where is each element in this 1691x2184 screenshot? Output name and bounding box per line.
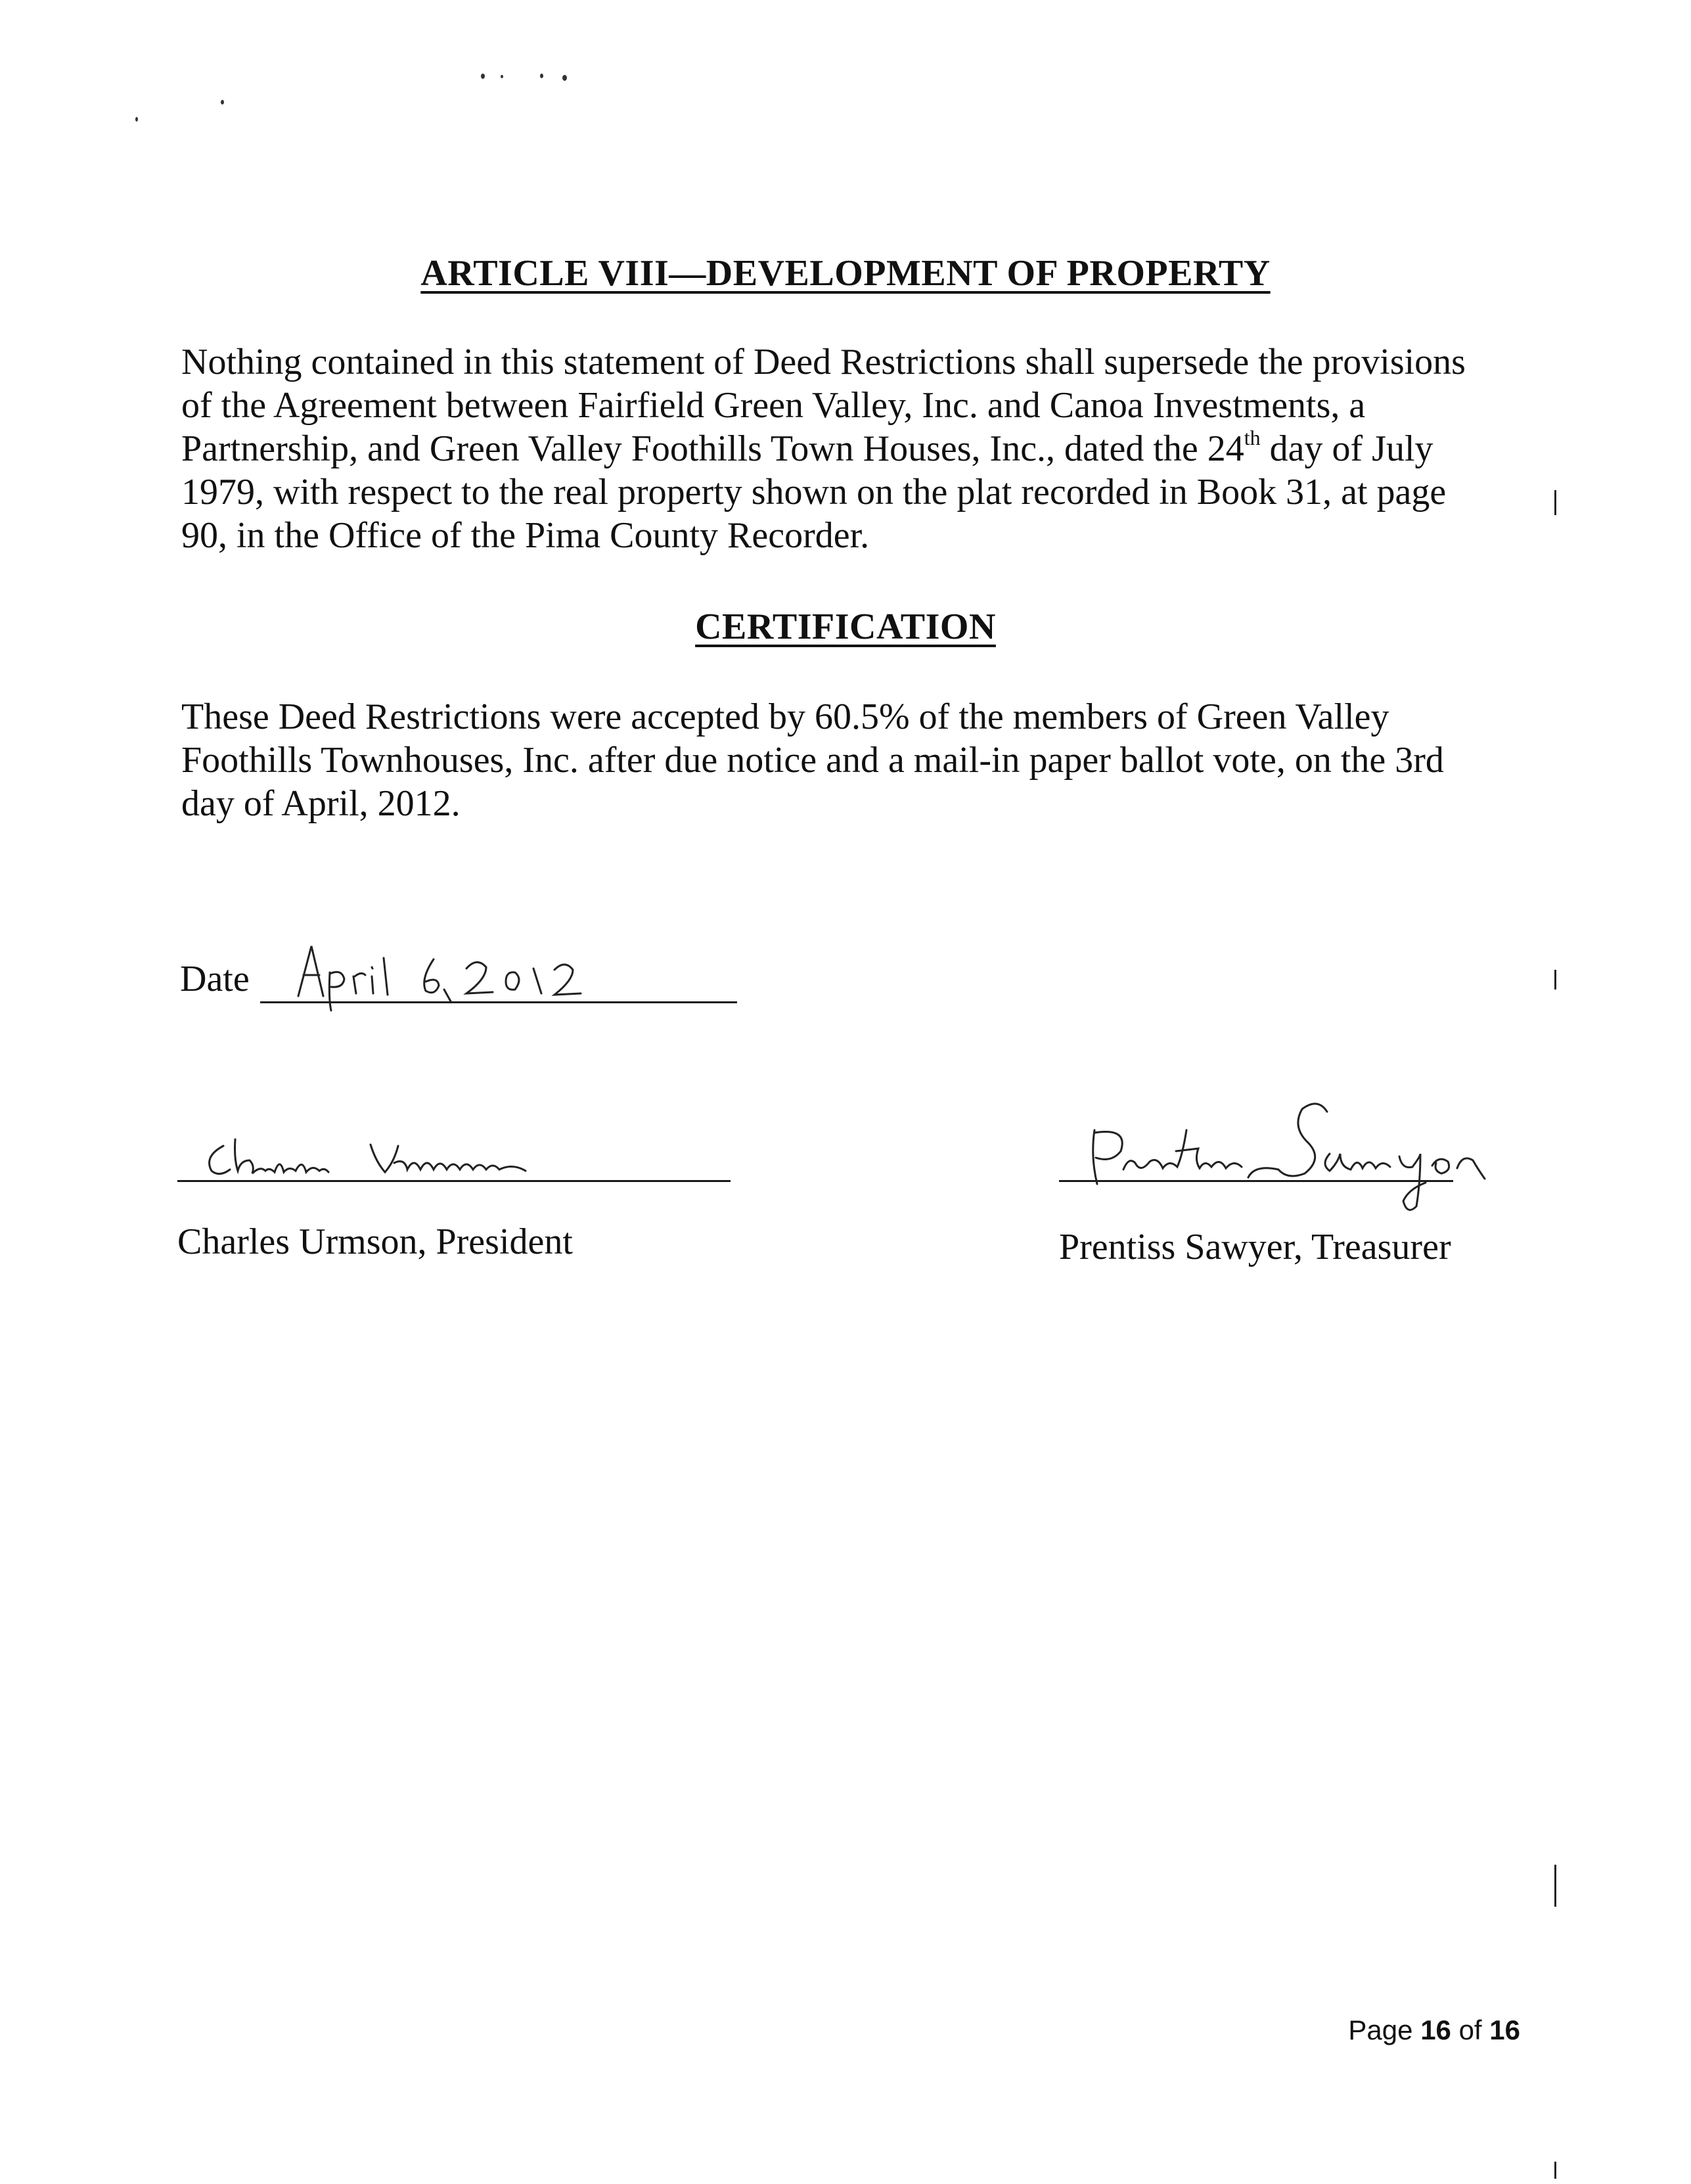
scan-speck <box>481 74 485 79</box>
article-line: Partnership, and Green Valley Foothills Town Houses, Inc., dated the 24th day of July <box>181 426 1433 469</box>
article-line: Nothing contained in this statement of Deed Restrictions shall supersede the provisions <box>181 342 1466 382</box>
certification-line: day of April, 2012. <box>181 783 461 824</box>
handwritten-date <box>289 933 631 1018</box>
scan-edge-mark <box>1554 1865 1556 1907</box>
scan-edge-mark <box>1554 2162 1556 2179</box>
certification-paragraph <box>181 695 1535 825</box>
scan-edge-mark <box>1554 970 1556 990</box>
date-label: Date <box>180 959 250 999</box>
scan-speck <box>540 74 543 78</box>
scan-speck <box>135 117 138 122</box>
scan-speck <box>221 100 224 104</box>
article-line: of the Agreement between Fairfield Green Valley, Inc. and Canoa Investments, a <box>181 385 1366 426</box>
article-line: 90, in the Office of the Pima County Recorder. <box>181 515 870 556</box>
certification-line: These Deed Restrictions were accepted by 60.5% of the members of Green Valley <box>181 696 1389 737</box>
scan-speck <box>501 75 503 78</box>
page-number-footer: Page 16 of 16 <box>1348 2014 1520 2045</box>
treasurer-signature <box>1058 1091 1518 1222</box>
president-signature <box>197 1130 604 1189</box>
certification-line: Foothills Townhouses, Inc. after due notice and a mail-in paper ballot vote, on the 3rd <box>181 740 1444 781</box>
president-name: Charles Urmson, President <box>177 1221 573 1262</box>
article-line: 1979, with respect to the real property shown on the plat recorded in Book 31, at page <box>181 472 1447 512</box>
article-heading: ARTICLE VIII—DEVELOPMENT OF PROPERTY <box>420 253 1271 294</box>
article-paragraph <box>181 340 1535 557</box>
scan-edge-mark <box>1554 490 1556 515</box>
scan-speck <box>562 75 567 81</box>
certification-heading: CERTIFICATION <box>695 606 996 647</box>
treasurer-name: Prentiss Sawyer, Treasurer <box>1059 1227 1451 1267</box>
